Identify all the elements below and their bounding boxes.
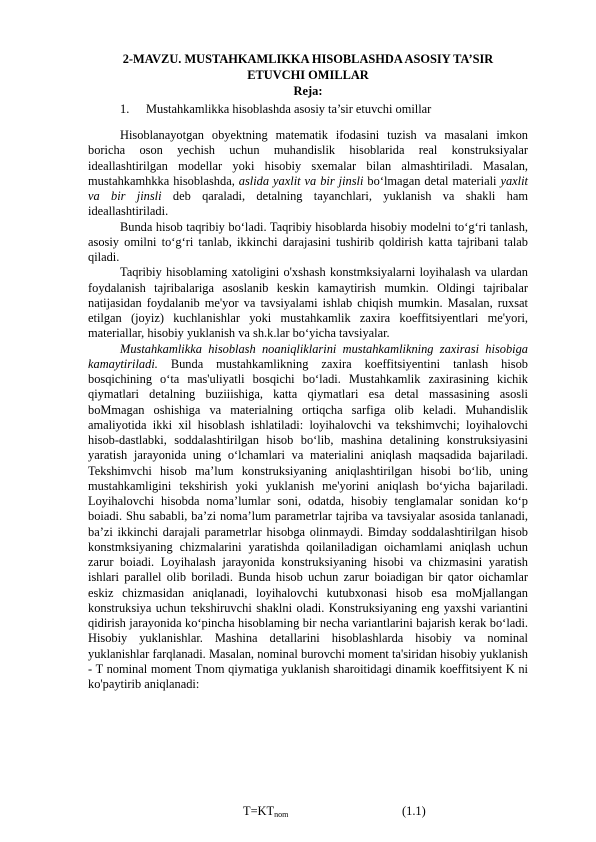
plan-heading: Reja: bbox=[293, 84, 323, 98]
paragraph-2: Bunda hisob taqribiy bo‘ladi. Taqribiy hisoblarda hisobiy modelni to‘g‘ri tanlash, asosiy omilni to‘g‘ri tanlab, ikkinchi darajasini tushirib qoldirish katta tajribani talab qiladi. bbox=[88, 219, 528, 264]
plan-item-number: 1. bbox=[120, 102, 130, 116]
title-line-1: 2-MAVZU. MUSTAHKAMLIKKA HISOBLASHDA ASOSIY TA’SIR bbox=[122, 52, 494, 66]
title-line-2: ETUVCHI OMILLAR bbox=[247, 67, 369, 82]
formula-number: (1.1) bbox=[402, 804, 426, 818]
paragraph-1-italic-b: yaxlit va bir jinsli bbox=[88, 173, 528, 203]
paragraph-4-italic: Mustahkamlikka hisoblash noaniqliklarini mustahkamlikning zaxirasi hisobiga kamaytiriladi. bbox=[88, 341, 528, 371]
formula-subscript: nom bbox=[274, 810, 289, 819]
plan-item-text: Mustahkamlikka hisoblashda asosiy ta’sir etuvchi omillar bbox=[146, 102, 432, 116]
plan-item bbox=[120, 102, 431, 117]
paragraph-3: Taqribiy hisoblaming xatoligini o'xshash konstmksiyalarni loyihalash va ulardan foydalanish tajribalariga asoslanib keskin kamaytirish mumkin. Oldingi tajribalar natijasidan foydalanib me'yor va tavsiyalami ishlab chiqish mumkin. Masalan, ruxsat etilgan (joyiz) kuchlanishlar yoki mustahkamlik zaxira koeffitsiyentlari me'yori, materiallar, hisobiy yuklanish va sh.k.lar bo‘yicha tavsiyalar. bbox=[88, 265, 528, 341]
page-title bbox=[88, 52, 528, 83]
paragraph-1-text-c: deb qaraladi, detalning tayanchlari, yuklanish va shakli ham ideallashtiriladi. bbox=[88, 189, 528, 219]
paragraph-1 bbox=[88, 128, 528, 220]
paragraph-4-text: Bunda mustahkamlikning zaxira koeffitsiyentini tanlash hisob bosqichining o‘ta mas'uliyatli bosqichi bo‘ladi. Mustahkamlik zaxirasining kichik qiymatlari detalning buziiishiga, katta qiymatlari esa detal massasining asosli boMmagan oshishiga va materialning ortiqcha sarfiga olib keladi. Muhandislik amaliyotida ikki xil hisoblash ishlatiladi: loyihalovchi va tekshimvchi; loyihalovchi hisob-dastlabki, soddalashtirilgan hisob bo‘lib, mashina detalining konstruksiyasini yaratish jarayonida uning o‘lchamlari va materialini aniqlash maqsadida bajariladi. Tekshimvchi hisob ma’lum konstruksiyaning aniqlashtirilgan hisobi bo‘lib, uning mustahkamligini tekshirish yoki yuklanish me'yorini aniqlash bo‘yicha bajariladi. Loyihalovchi hisobda noma’lumlar soni, odatda, hisobiy tenglamalar sonidan ko‘p boiadi. Shu sababli, ba’zi noma’lum parametrlar tajriba va tavsiyalar asosida tanlanadi, ba’zi ikkinchi darajali parametrlar hisobga olinmaydi. Bimday soddalashtirilgan hisob konstmksiyaning chizmalarini yaratishda qoilaniladigan oichamlami aniqlash uchun zarur boiadi. Loyihalash jarayonida konstruksiyaning hisobi va chizmasini yaratish ishlari parallel olib boriladi. Bunda hisob uchun zarur boiadigan bir qator oichamlar eskiz chizmasidan aniqlanadi, loyihalovchi kutubxonasi hisob esa moMjallangan konstruksiya uchun tekshiruvchi shaklni oladi. Konstruksiyaning eng yaxshi variantini qidirish jarayonida ko‘pincha hisoblaming bir necha variantlarini bajarish kerak bo‘ladi. Hisobiy yuklanishlar. Mashina detallarini hisoblashlarda hisobiy va nominal yuklanishlar farqlanadi. Masalan, nominal burovchi moment ta'siridan hisobiy yuklanish - T nominal moment Tnom qiymatiga yuklanish sharoitidagi dinamik koeffitsiyent K ni ko'paytirib aniqlanadi: bbox=[88, 356, 528, 691]
paragraph-1-italic-a: aslida yaxlit va bir jinsli bbox=[238, 173, 364, 188]
formula bbox=[243, 804, 288, 822]
paragraph-1-text-b: bo‘lmagan detal materiali bbox=[363, 173, 501, 188]
body-text bbox=[88, 123, 528, 692]
paragraph-1-text-a: Hisoblanayotgan obyektning matematik ifodasini tuzish va masalani imkon boricha oson yechish uchun muhandislik hisoblarida real konstruksiyalar ideallashtirilgan modellar yoki hisobiy sxemalar bilan almashtiriladi. Masalan, mustahkamhkka hisoblashda, bbox=[88, 128, 528, 188]
paragraph-4 bbox=[88, 342, 528, 693]
formula-main: T=KT bbox=[243, 804, 275, 818]
